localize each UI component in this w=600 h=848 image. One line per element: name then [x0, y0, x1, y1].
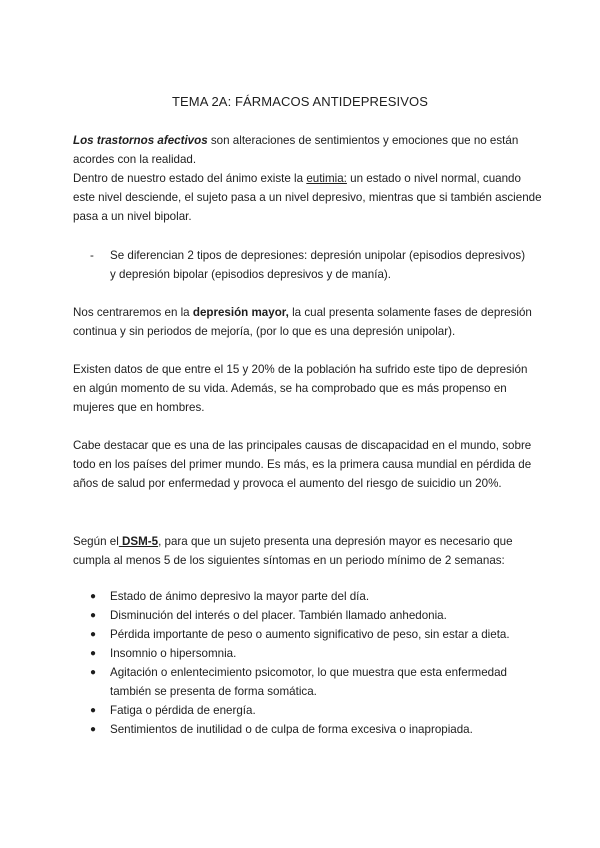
page-title: TEMA 2A: FÁRMACOS ANTIDEPRESIVOS — [171, 94, 429, 109]
paragraph-discapacidad-text: Cabe destacar que es una de las principales causas de discapacidad en el mundo, sobre todo en los países del primer mundo. Es más, es la primera causa mundial en pérdida de años de salud por enfermedad y provoca el aumento del riesgo de suicidio un 20%. — [73, 439, 532, 490]
term-eutimia: eutimia: — [306, 172, 347, 185]
term-dsm5: DSM-5 — [118, 535, 159, 548]
paragraph-eutimia-after: un estado o nivel normal, cuando este nivel desciende, el sujeto pasa a un nivel depresivo, mientras que si también asciende pasa a un nivel bipolar. — [73, 172, 542, 223]
list-item-text: Fatiga o pérdida de energía. — [110, 704, 256, 717]
paragraph-depresion-before: Nos centraremos en la — [73, 306, 193, 319]
paragraph-dsm5-before: Según el — [73, 535, 119, 548]
list-item-text: Pérdida importante de peso o aumento significativo de peso, sin estar a dieta. — [110, 628, 510, 641]
bullet-icon: ● — [90, 667, 97, 678]
list-item — [88, 606, 548, 625]
list-item-text: Agitación o enlentecimiento psicomotor, lo que muestra que esta enfermedad también se presenta de forma somática. — [110, 666, 508, 698]
list-item-text: Disminución del interés o del placer. También llamado anhedonia. — [110, 609, 447, 622]
paragraph-prevalencia-text: Existen datos de que entre el 15 y 20% de la población ha sufrido este tipo de depresión en algún momento de su vida. Además, se ha comprobado que es más propenso en mujeres que en hombres. — [73, 363, 528, 414]
paragraph-dsm5 — [73, 532, 543, 570]
dash-item-text: Se diferencian 2 tipos de depresiones: depresión unipolar (episodios depresivos) y depresión bipolar (episodios depresivos y de manía). — [110, 249, 526, 281]
bullet-icon: ● — [90, 629, 97, 640]
list-item-text: Estado de ánimo depresivo la mayor parte del día. — [110, 590, 370, 603]
bullet-icon: ● — [90, 610, 97, 621]
paragraph-intro-text: son alteraciones de sentimientos y emociones que no están acordes con la realidad. — [73, 134, 519, 166]
list-item — [88, 644, 548, 663]
list-item-text: Insomnio o hipersomnia. — [110, 647, 237, 660]
paragraph-eutimia-before: Dentro de nuestro estado del ánimo existe la — [73, 172, 307, 185]
bullet-icon: ● — [90, 705, 97, 716]
bullet-icon: ● — [90, 724, 97, 735]
dash-marker: - — [90, 249, 94, 262]
term-depresion-mayor: depresión mayor, — [192, 306, 289, 319]
bullet-icon: ● — [90, 648, 97, 659]
term-trastornos-afectivos: Los trastornos afectivos — [73, 134, 208, 147]
paragraph-intro — [73, 131, 543, 226]
list-item — [88, 587, 548, 606]
list-item — [88, 625, 548, 644]
list-item-text: Sentimientos de inutilidad o de culpa de forma excesiva o inapropiada. — [110, 723, 473, 736]
paragraph-discapacidad — [73, 436, 543, 493]
list-item — [88, 663, 548, 701]
paragraph-prevalencia — [73, 360, 543, 417]
bullet-icon: ● — [90, 591, 97, 602]
paragraph-depresion-after: la cual presenta solamente fases de depresión continua y sin periodos de mejoría, (por lo que es una depresión unipolar). — [73, 306, 532, 338]
paragraph-depresion-mayor — [73, 303, 543, 341]
paragraph-dsm5-after: , para que un sujeto presenta una depresión mayor es necesario que cumpla al menos 5 de los siguientes síntomas en un periodo mínimo de 2 semanas: — [73, 535, 513, 567]
list-item-dash — [90, 246, 530, 284]
list-item — [88, 720, 548, 739]
symptom-list — [88, 587, 548, 739]
list-item — [88, 701, 548, 720]
